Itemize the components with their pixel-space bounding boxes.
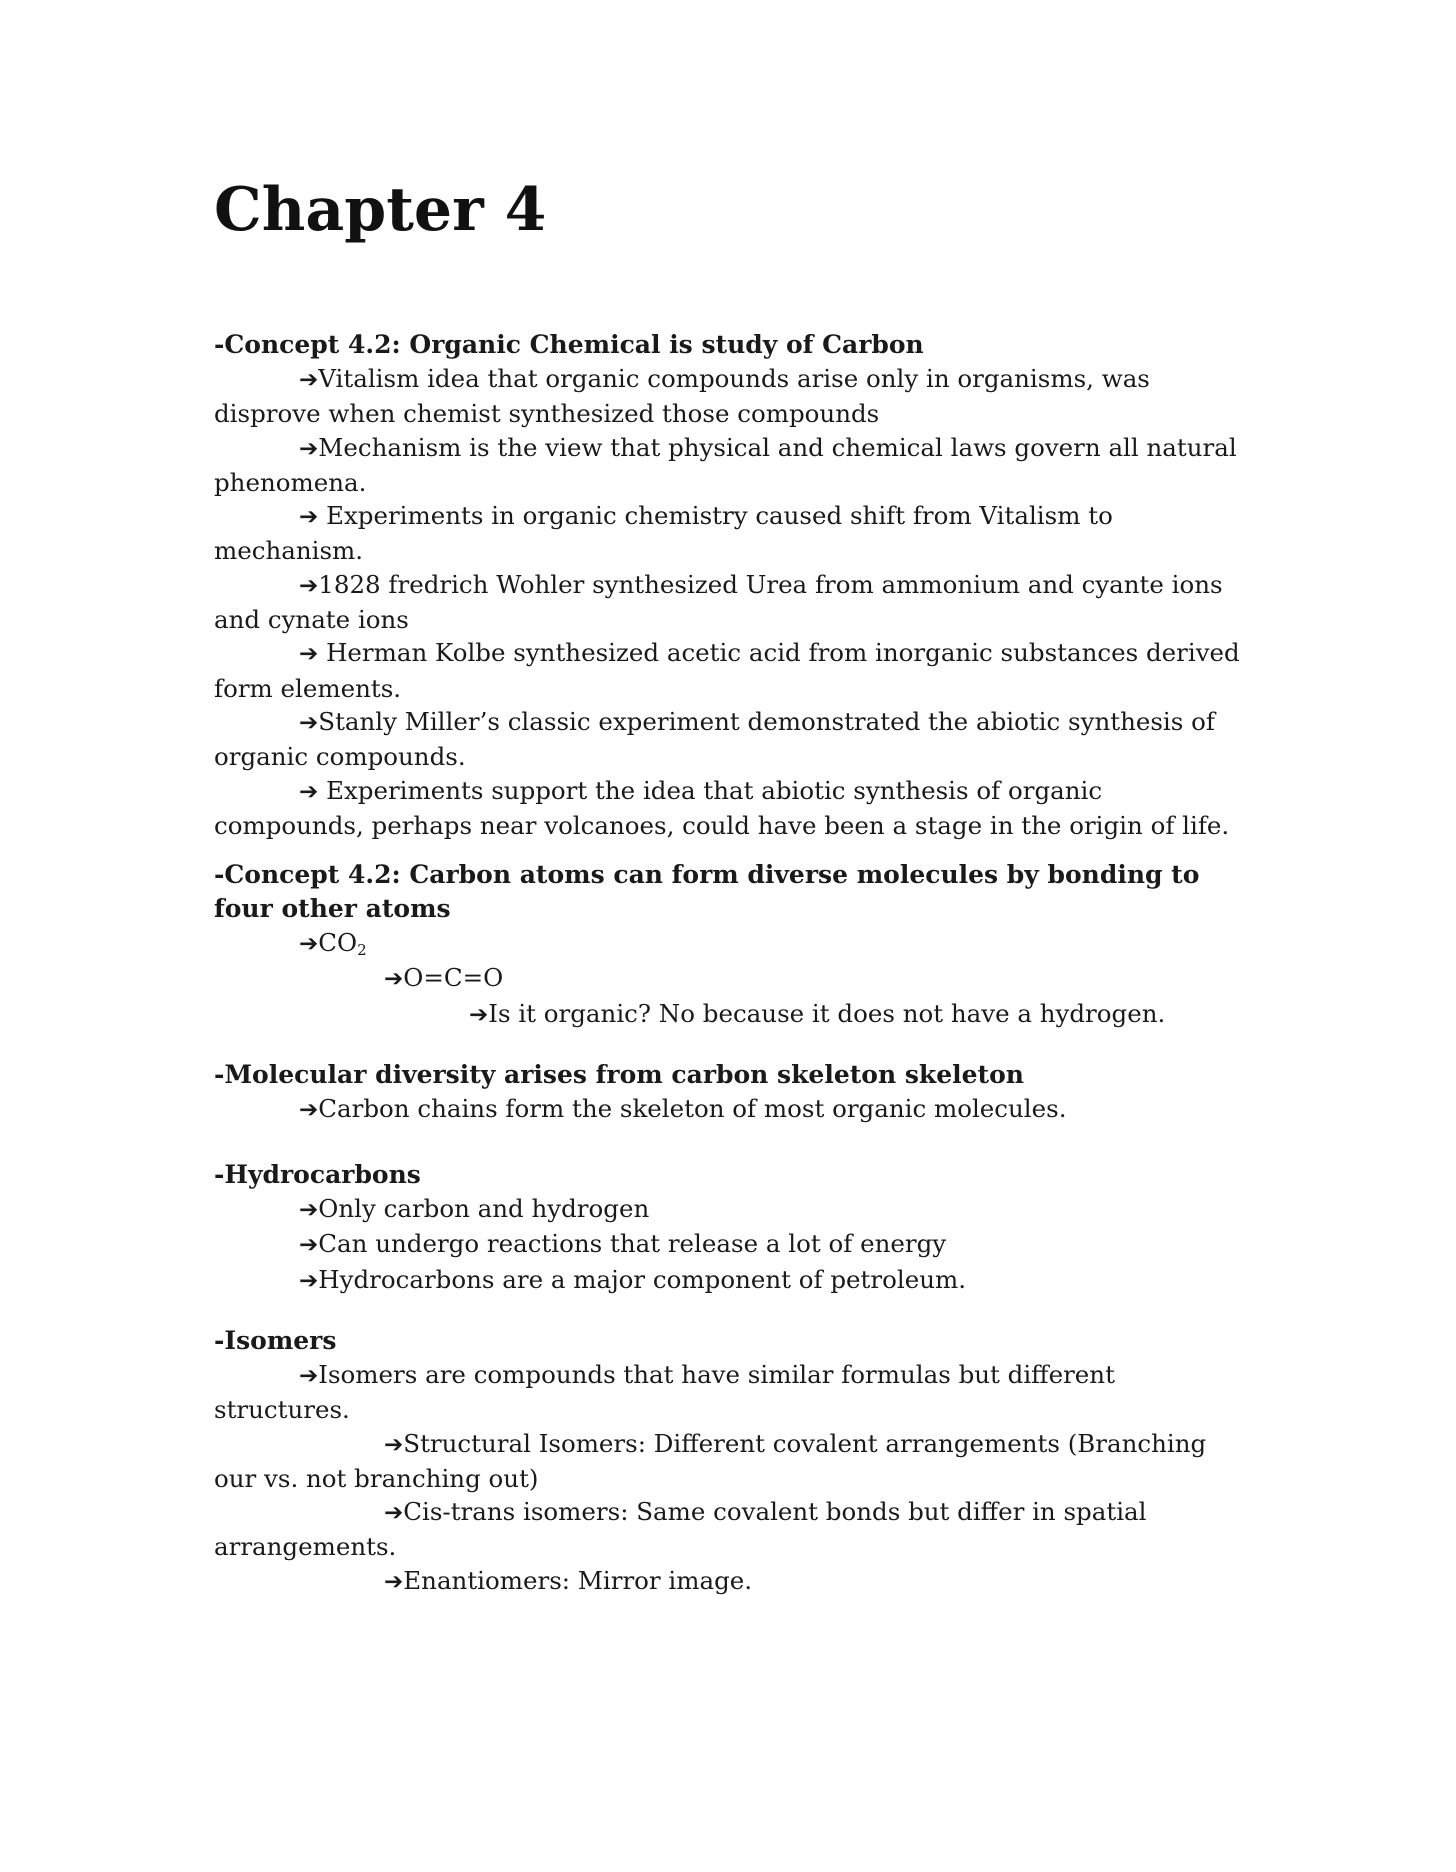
list-item-question: ➔Is it organic? No because it does not have a hydrogen. bbox=[469, 998, 1166, 1028]
chapter-title: Chapter 4 bbox=[214, 175, 547, 245]
arrow-icon: ➔ bbox=[469, 1001, 489, 1028]
list-item: ➔ Herman Kolbe synthesized acetic acid from inorganic substances derived form elements. bbox=[214, 638, 1240, 703]
list-item: ➔Stanly Miller’s classic experiment demonstrated the abiotic synthesis of organic compounds. bbox=[214, 706, 1215, 772]
concept-carbon-bonding-section bbox=[214, 858, 1244, 1032]
arrow-icon: ➔ bbox=[384, 1431, 404, 1458]
arrow-icon: ➔ bbox=[299, 1097, 319, 1123]
arrow-icon: ➔ bbox=[299, 641, 319, 668]
arrow-icon: ➔ bbox=[299, 1232, 319, 1259]
section-heading: -Molecular diversity arises from carbon skeleton skeleton bbox=[214, 1060, 1024, 1089]
list-item: ➔Vitalism idea that organic compounds arise only in organisms, was disprove when chemist synthesized those compounds bbox=[214, 364, 1150, 429]
formula-subscript: 2 bbox=[357, 941, 367, 959]
section-heading: -Isomers bbox=[214, 1326, 337, 1355]
list-item-co2 bbox=[214, 926, 1244, 961]
list-item-structure bbox=[214, 961, 1244, 996]
list-item: ➔Only carbon and hydrogen bbox=[299, 1194, 650, 1223]
arrow-icon: ➔ bbox=[299, 1267, 319, 1294]
arrow-icon: ➔ bbox=[299, 367, 319, 393]
document-page bbox=[214, 170, 1244, 1595]
list-item: ➔Can undergo reactions that release a lot of energy bbox=[299, 1229, 947, 1259]
list-item: ➔Mechanism is the view that physical and chemical laws govern all natural phenomena. bbox=[214, 432, 1237, 497]
section-heading: -Concept 4.2: Organic Chemical is study of Carbon bbox=[214, 330, 924, 359]
arrow-icon: ➔ bbox=[299, 931, 319, 957]
arrow-icon: ➔ bbox=[299, 709, 319, 736]
formula-text: CO bbox=[318, 928, 358, 957]
arrow-icon: ➔ bbox=[299, 1363, 319, 1389]
list-item-subtype: ➔Enantiomers: Mirror image. bbox=[384, 1565, 753, 1595]
list-item: ➔ Experiments in organic chemistry caused shift from Vitalism to mechanism. bbox=[214, 501, 1113, 566]
concept-organic-chemistry-section bbox=[214, 328, 1244, 842]
molecular-diversity-section bbox=[214, 1058, 1244, 1127]
isomers-section bbox=[214, 1324, 1244, 1599]
list-item: ➔ Experiments support the idea that abiotic synthesis of organic compounds, perhaps near volcanoes, could have been a stage in the origin of life. bbox=[214, 775, 1230, 840]
arrow-icon: ➔ bbox=[384, 966, 404, 993]
arrow-icon: ➔ bbox=[384, 1568, 404, 1595]
arrow-icon: ➔ bbox=[299, 504, 319, 531]
hydrocarbons-section bbox=[214, 1158, 1244, 1298]
list-item: ➔Carbon chains form the skeleton of most organic molecules. bbox=[299, 1094, 1067, 1123]
structure-text: O=C=O bbox=[403, 963, 504, 993]
section-heading: -Hydrocarbons bbox=[214, 1160, 421, 1189]
arrow-icon: ➔ bbox=[299, 435, 319, 462]
list-item: ➔1828 fredrich Wohler synthesized Urea from ammonium and cyante ions and cynate ions bbox=[214, 569, 1223, 635]
arrow-icon: ➔ bbox=[299, 778, 319, 805]
arrow-icon: ➔ bbox=[384, 1500, 404, 1527]
arrow-icon: ➔ bbox=[299, 1197, 319, 1223]
list-item-subtype: ➔Structural Isomers: Different covalent arrangements (Branching our vs. not branching out) bbox=[214, 1428, 1207, 1493]
list-item: ➔Hydrocarbons are a major component of petroleum. bbox=[299, 1264, 966, 1294]
section-heading: -Concept 4.2: Carbon atoms can form diverse molecules by bonding to four other atoms bbox=[214, 860, 1200, 923]
list-item-subtype: ➔Cis-trans isomers: Same covalent bonds but differ in spatial arrangements. bbox=[214, 1497, 1147, 1562]
list-item: ➔Isomers are compounds that have similar formulas but different structures. bbox=[214, 1360, 1115, 1425]
arrow-icon: ➔ bbox=[299, 572, 319, 599]
